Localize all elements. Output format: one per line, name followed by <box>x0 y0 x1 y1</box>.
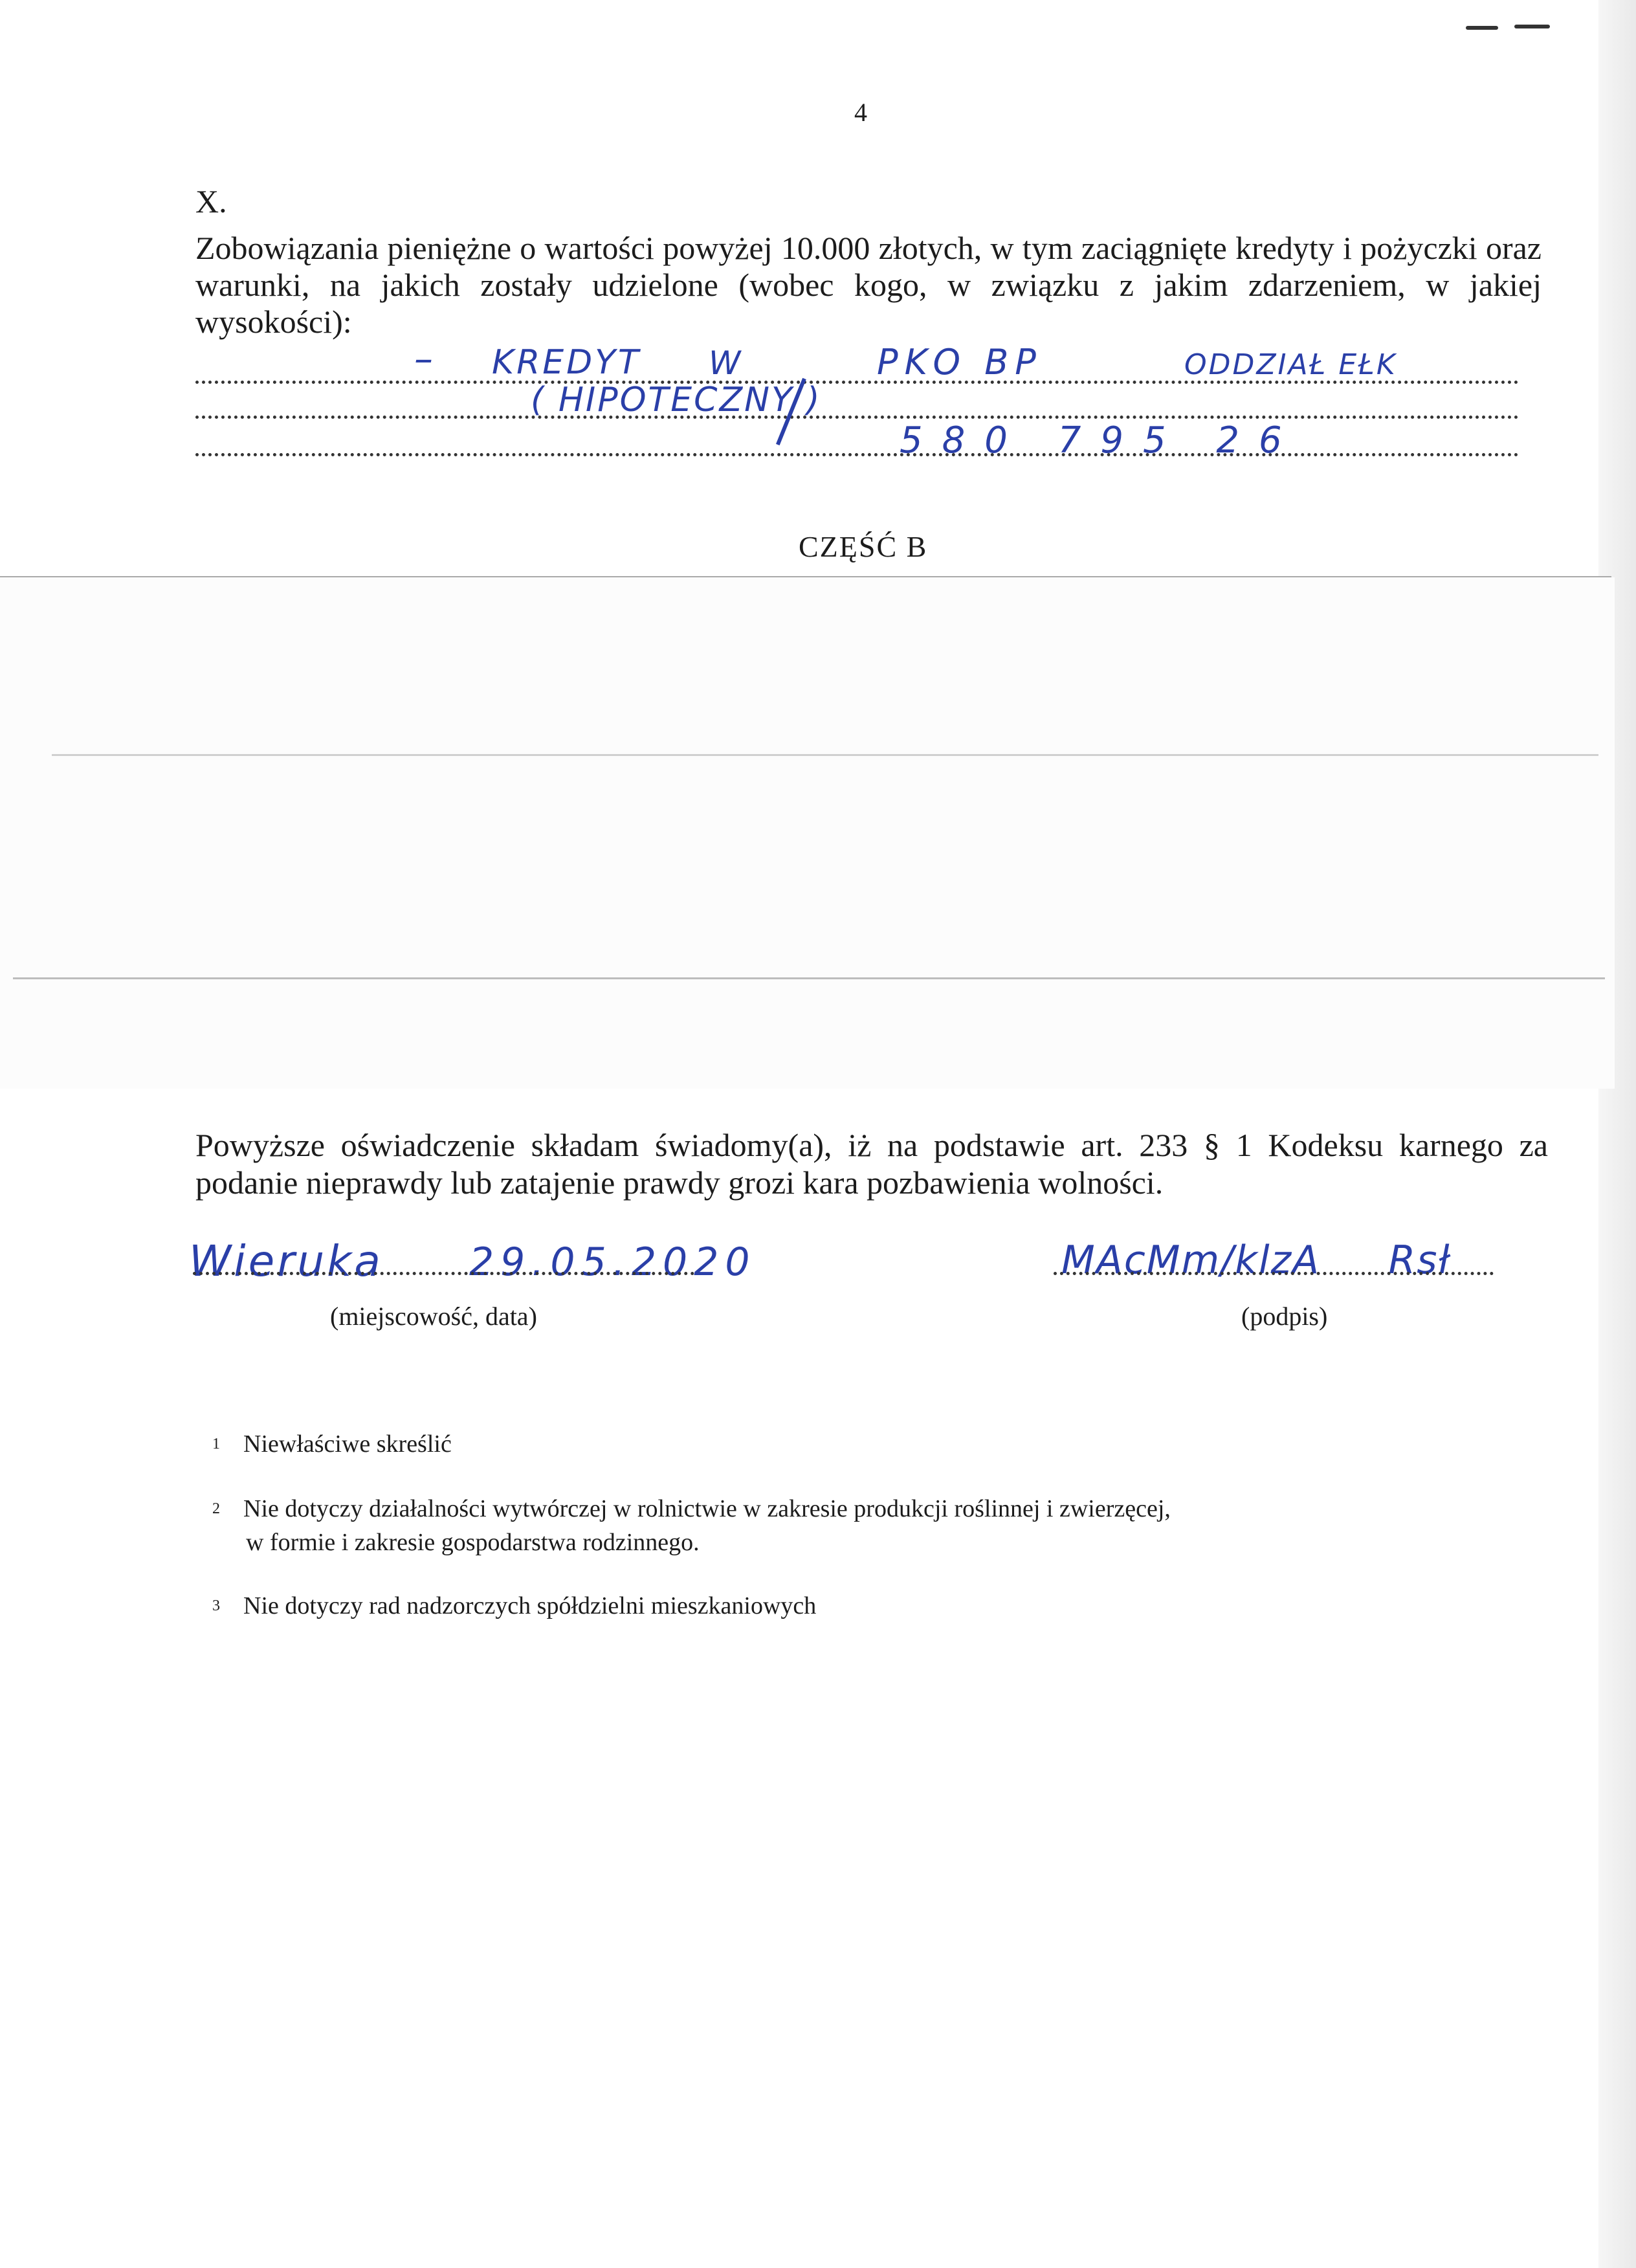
footnote-2 <box>212 1492 1171 1526</box>
page-number: 4 <box>854 98 867 127</box>
footnote-number: 1 <box>212 1436 220 1452</box>
fold-line <box>52 754 1598 756</box>
section-heading: X. <box>195 183 227 219</box>
corner-mark <box>1466 26 1498 30</box>
fold-line <box>13 977 1605 979</box>
handwritten-date: 29.05.2020 <box>469 1240 757 1285</box>
answer-line-3 <box>195 453 1519 456</box>
handwritten-mortgage: ( HIPOTECZNY ) <box>531 381 822 419</box>
footnote-3 <box>212 1589 816 1623</box>
handwritten-place: Wieruka <box>189 1236 383 1286</box>
footnote-1 <box>212 1427 452 1461</box>
part-title: CZĘŚĆ B <box>799 530 928 563</box>
handwritten-branch: ODDZIAŁ EŁK <box>1184 348 1397 381</box>
footnote-text: Nie dotyczy rad nadzorczych spółdzielni mieszkaniowych <box>243 1592 817 1619</box>
scan-edge <box>1598 0 1636 2268</box>
handwritten-amount: 580 795 26 <box>900 419 1301 461</box>
signature-image: MAcMm/k​l​z​A R​s​ł <box>1061 1238 1451 1283</box>
footnote-number: 3 <box>212 1597 220 1614</box>
handwritten-in: W <box>709 344 741 382</box>
footnote-text: Nie dotyczy działalności wytwórczej w rolnictwie w zakresie produkcji roślinnej i zwierzęcej, <box>243 1495 1171 1522</box>
statement-text: Powyższe oświadczenie składam świadomy(a), iż na podstawie art. 233 § 1 Kodeksu karnego za podanie nieprawdy lub zatajenie prawdy grozi kara pozbawienia wolności. <box>195 1127 1548 1201</box>
handwritten-dash: – <box>414 337 433 381</box>
handwritten-bank: PKO BP <box>877 342 1043 383</box>
footnote-number: 2 <box>212 1500 220 1517</box>
corner-mark <box>1514 25 1550 28</box>
place-date-caption: (miejscowość, data) <box>330 1302 537 1331</box>
footnote-text: Niewłaściwe skreślić <box>243 1430 452 1458</box>
handwritten-credit: KREDYT <box>492 343 641 382</box>
place-date-line <box>193 1272 694 1275</box>
answer-line-2 <box>195 416 1519 419</box>
signature-line <box>1054 1272 1494 1275</box>
signature-caption: (podpis) <box>1241 1302 1328 1331</box>
footnote-2-continued: w formie i zakresie gospodarstwa rodzinnego. <box>246 1529 700 1556</box>
covered-area <box>0 577 1615 1089</box>
section-text: Zobowiązania pieniężne o wartości powyżej 10.000 złotych, w tym zaciągnięte kredyty i pożyczki oraz warunki, na jakich zostały udzielone (wobec kogo, w związku z jakim zdarzeniem, w jakiej wysokości): <box>195 230 1542 340</box>
